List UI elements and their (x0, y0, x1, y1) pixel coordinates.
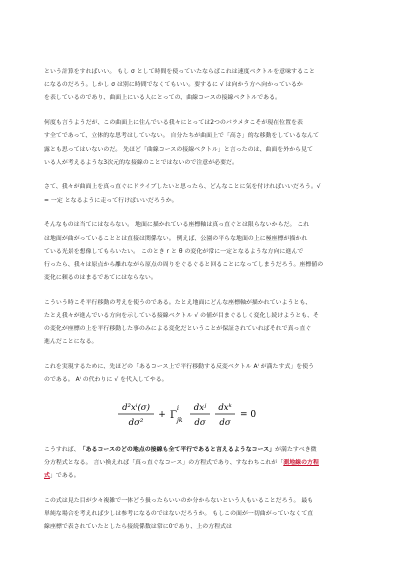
eq-den-3: dσ (219, 417, 231, 428)
p5-line-4: 進んだことになる。 (44, 339, 98, 346)
geodesic-equation (44, 398, 370, 432)
paragraph-4 (44, 219, 370, 285)
p4-line-2: は地面が曲がっていることとは直接は関係ない。 例えば、公園の平らな地面の上に極座標が描かれ (44, 235, 308, 242)
p5-line-2: たとえ我々が進んでいる方向を示している接線ベクトル √ の値が目まぐるしく変化し続けようとも、そ (44, 313, 319, 320)
p7-seg-1: こうすれば、 (44, 446, 80, 453)
p6-line-2: のである。 Aⁱ の代わりに √ を代入してやる。 (44, 377, 168, 384)
eq-gamma: Γ (170, 409, 177, 421)
eq-num-1: d²xⁱ(σ) (122, 402, 150, 413)
paragraph-8 (44, 495, 370, 535)
p7-bold-phrase: 「あるコースのどの地点の接線も全て平行であると言えるようなコース」 (79, 446, 276, 453)
eq-gamma-sup: i (177, 404, 179, 412)
paragraph-1 (44, 66, 370, 106)
p2-line-1: 何度も言うようだが、この曲面上に住んでいる我々にとっては2つのパラメタこそが現在位置を表 (44, 120, 303, 127)
p2-line-2: す全てであって、立体的な思考はしていない。 自分たちが曲面上で「高さ」的な移動をしているなんて (44, 133, 320, 140)
p7-seg-4: 分方程式となる。 言い換えれば「真っ直ぐなコース」の方程式であり、すなわちこれが「 (44, 459, 284, 466)
paragraph-2 (44, 117, 370, 170)
p8-line-3: 線座標で表されていたとしたら接続係数は常に0であり、上の方程式は (44, 524, 232, 531)
p7-geodesic-term: 測地線の方程 (283, 459, 319, 466)
eq-gamma-sub: jk (177, 416, 183, 424)
p4-line-4: 行ったら、我々は原点から離れながら原点の周りをぐるぐると回ることになってしまうだろう。座標値の (44, 261, 324, 268)
p1-line-3: を表しているのであり、曲面上にいる人にとっての、曲線コースの接線ベクトルである。 (44, 95, 281, 102)
p7-seg-3: が満たすべき微 (275, 446, 317, 453)
paragraph-7 (44, 444, 370, 484)
p7-geodesic-term-end: 式 (44, 472, 50, 479)
p8-line-1: この式は見た目が少々複雑で一体どう扱ったらいいのか分からないという人もいることだろう。 最も (44, 497, 314, 504)
paragraph-5 (44, 297, 370, 350)
p8-line-2: 単純な場合を考えれば少しは参考になるのではないだろうか。 もしこの面が一切曲がっていなくて直 (44, 510, 314, 517)
equation-svg (112, 398, 302, 432)
p1-line-2: になるのだろう。しかし σ は別に時間でなくてもいい。要するに √ は向かう方へ向かっているか (44, 82, 303, 89)
p2-line-3: 露とも思ってはいないのだ。 先ほど「曲線コースの接線ベクトル」と言ったのは、曲面を外から見て (44, 146, 313, 153)
p7-seg-7: 」である。 (49, 472, 80, 479)
eq-num-2: dxʲ (193, 402, 207, 413)
p4-line-3: ている光景を想像してもらいたい。 このとき r と θ の変化が常に一定となるような方向に進んで (44, 248, 304, 255)
p3-line-2: = 一定 となるように走って行けばいいだろうか。 (44, 197, 178, 204)
p3-line-1: さて、我々が曲面上を真っ直ぐにドライブしたいと思ったら、どんなことに気を付ければいいだろう。√ (44, 184, 321, 191)
eq-plus: + (158, 409, 166, 420)
p4-line-5: 変化に頼るのはまるであてにはならない。 (44, 275, 157, 282)
p1-line-1: という計算をすればいい。 もし σ として時間を使っていたならばこれは速度ベクトルを意味すること (44, 69, 315, 75)
p6-line-1: これを実現するために、先ほどの「あるコース上で平行移動する反変ベクトル Aⁱ が満たす式」を使う (44, 364, 315, 371)
paragraph-6 (44, 361, 370, 387)
eq-den-2: dσ (194, 417, 206, 428)
p2-line-4: いる人が考えるような3次元的な接線のことではないので注意が必要だ。 (44, 159, 238, 166)
p5-line-1: こういう時こそ平行移動の考えを使うのである。たとえ地面にどんな座標軸が描かれていようとも、 (44, 299, 312, 306)
p5-line-3: の変化が座標の上を平行移動した事のみによる変化だということが保証されていればそれで真っ直ぐ (44, 326, 312, 333)
p4-line-1: そんなものは当てにはならない。 地面に描かれている座標軸は真っ直ぐとは限らないからだ。 これ (44, 222, 310, 229)
paragraph-3 (44, 181, 370, 207)
eq-den-1: dσ² (128, 417, 144, 428)
eq-rhs: = 0 (240, 409, 257, 420)
eq-num-3: dxᵏ (218, 402, 232, 413)
